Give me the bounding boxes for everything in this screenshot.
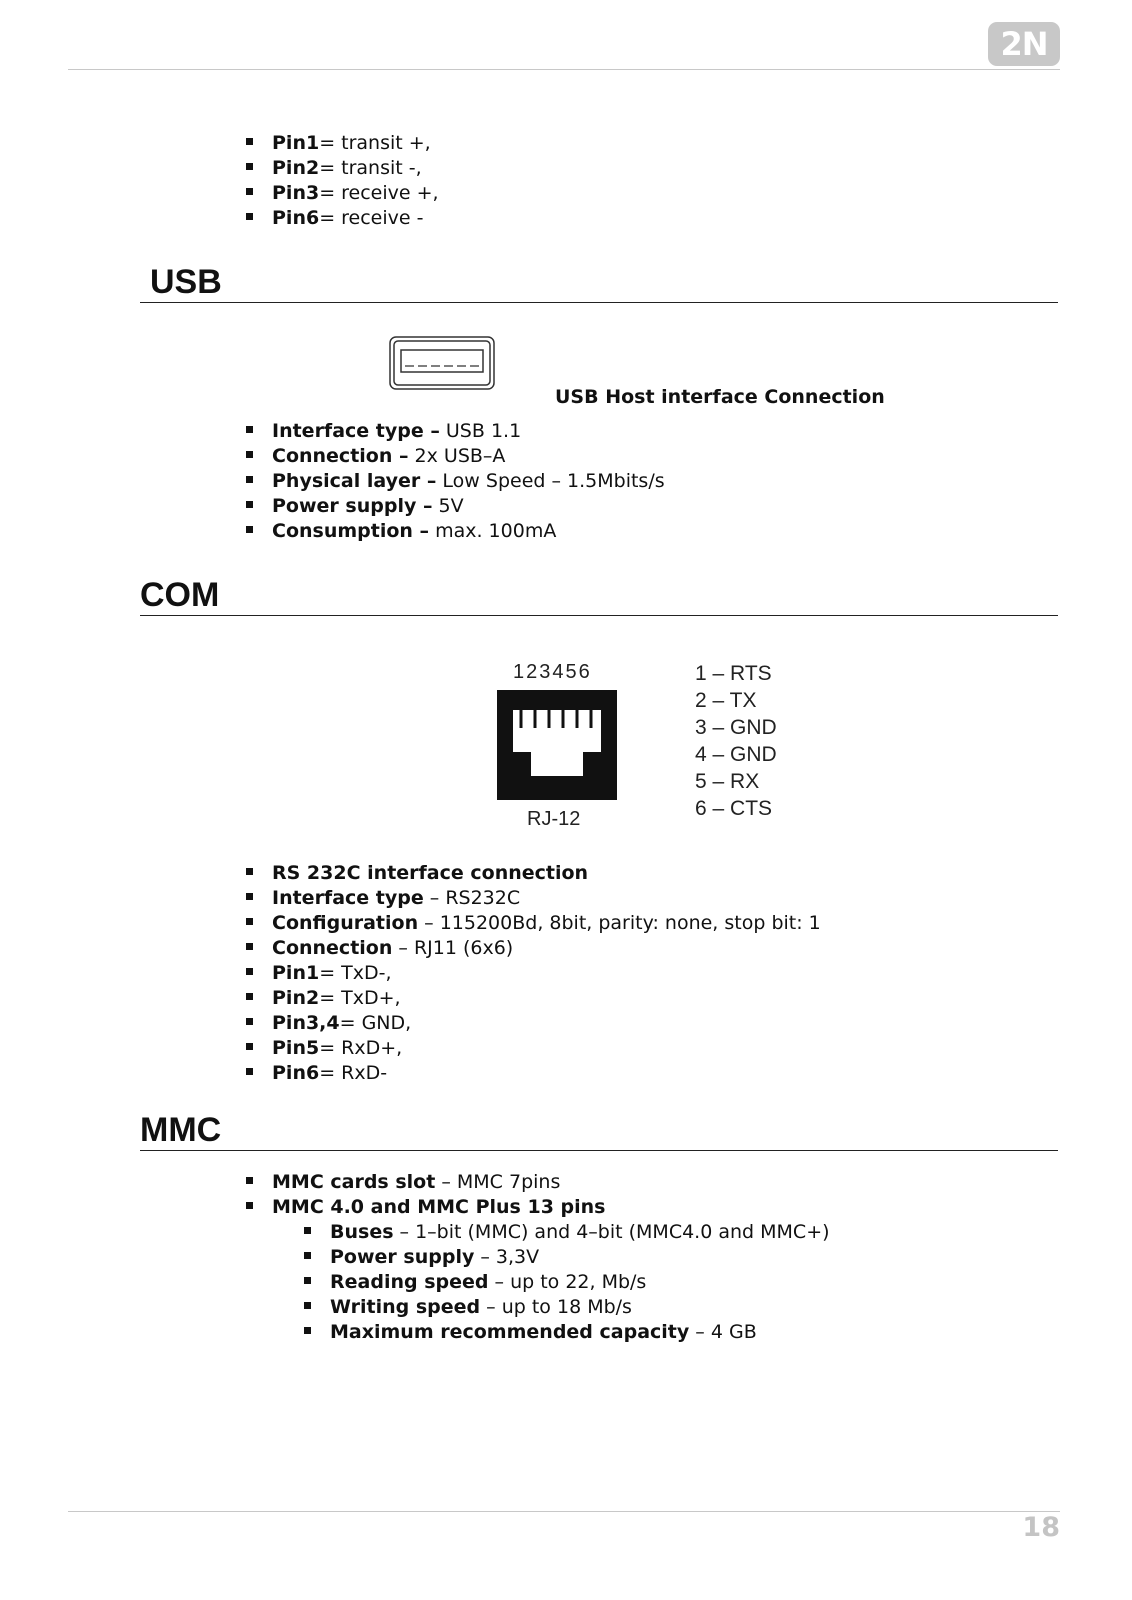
brand-logo xyxy=(988,22,1060,66)
contact-lines xyxy=(521,710,591,728)
pinout-legend xyxy=(695,662,777,820)
list-item: Interface type – RS232C xyxy=(245,886,821,911)
list-item: Writing speed – up to 18 Mb/s xyxy=(303,1295,830,1320)
com-spec-list xyxy=(245,861,821,1086)
list-item: Connection – RJ11 (6x6) xyxy=(245,936,821,961)
usb-heading: USB xyxy=(140,262,1058,303)
usb-connector-figure xyxy=(389,336,495,390)
list-item: Power supply – 3,3V xyxy=(303,1245,830,1270)
usb-port-icon xyxy=(389,336,495,390)
list-item: Pin1= transit +, xyxy=(245,131,439,156)
rj12-pinout-figure xyxy=(465,648,795,828)
list-item: Maximum recommended capacity – 4 GB xyxy=(303,1320,830,1345)
list-item: Power supply – 5V xyxy=(245,494,665,519)
list-item: MMC cards slot – MMC 7pins xyxy=(245,1170,605,1195)
list-item: MMC 4.0 and MMC Plus 13 pins xyxy=(245,1195,605,1220)
list-item: Pin3= receive +, xyxy=(245,181,439,206)
list-item: RS 232C interface connection xyxy=(245,861,821,886)
mmc-heading: MMC xyxy=(140,1110,1058,1151)
pin-label: 6 – CTS xyxy=(695,797,773,820)
rj12-connector-diagram xyxy=(465,648,795,828)
list-item: Pin2= TxD+, xyxy=(245,986,821,1011)
list-item: Pin6= receive - xyxy=(245,206,439,231)
list-item: Pin2= transit -, xyxy=(245,156,439,181)
list-item: Reading speed – up to 22, Mb/s xyxy=(303,1270,830,1295)
list-item: Buses – 1–bit (MMC) and 4–bit (MMC4.0 and MMC+) xyxy=(303,1220,830,1245)
pin-number-row: 123456 xyxy=(513,661,592,683)
list-item: Interface type – USB 1.1 xyxy=(245,419,665,444)
list-item: Pin1= TxD-, xyxy=(245,961,821,986)
list-item: Configuration – 115200Bd, 8bit, parity: none, stop bit: 1 xyxy=(245,911,821,936)
mmc-spec-list xyxy=(245,1170,605,1220)
rj12-socket-shape xyxy=(497,690,617,800)
top-pin-list xyxy=(245,131,439,231)
list-item: Connection – 2x USB–A xyxy=(245,444,665,469)
connector-label: RJ-12 xyxy=(527,808,581,828)
logo-text: 2N xyxy=(1000,25,1048,63)
pin-label: 2 – TX xyxy=(695,689,757,712)
pin-label: 4 – GND xyxy=(695,743,777,766)
footer-divider xyxy=(68,1511,1060,1512)
usb-spec-list xyxy=(245,419,665,544)
list-item: Pin3,4= GND, xyxy=(245,1011,821,1036)
com-heading: COM xyxy=(140,575,1058,616)
pin-label: 5 – RX xyxy=(695,770,760,793)
usb-caption: USB Host interface Connection xyxy=(555,386,885,408)
list-item: Pin6= RxD- xyxy=(245,1061,821,1086)
pin-label: 1 – RTS xyxy=(695,662,772,685)
page-number: 18 xyxy=(1022,1512,1060,1543)
pin-label: 3 – GND xyxy=(695,716,777,739)
header-divider xyxy=(68,69,1060,70)
mmc-sub-list xyxy=(303,1220,830,1345)
list-item: Pin5= RxD+, xyxy=(245,1036,821,1061)
list-item: Physical layer – Low Speed – 1.5Mbits/s xyxy=(245,469,665,494)
list-item: Consumption – max. 100mA xyxy=(245,519,665,544)
